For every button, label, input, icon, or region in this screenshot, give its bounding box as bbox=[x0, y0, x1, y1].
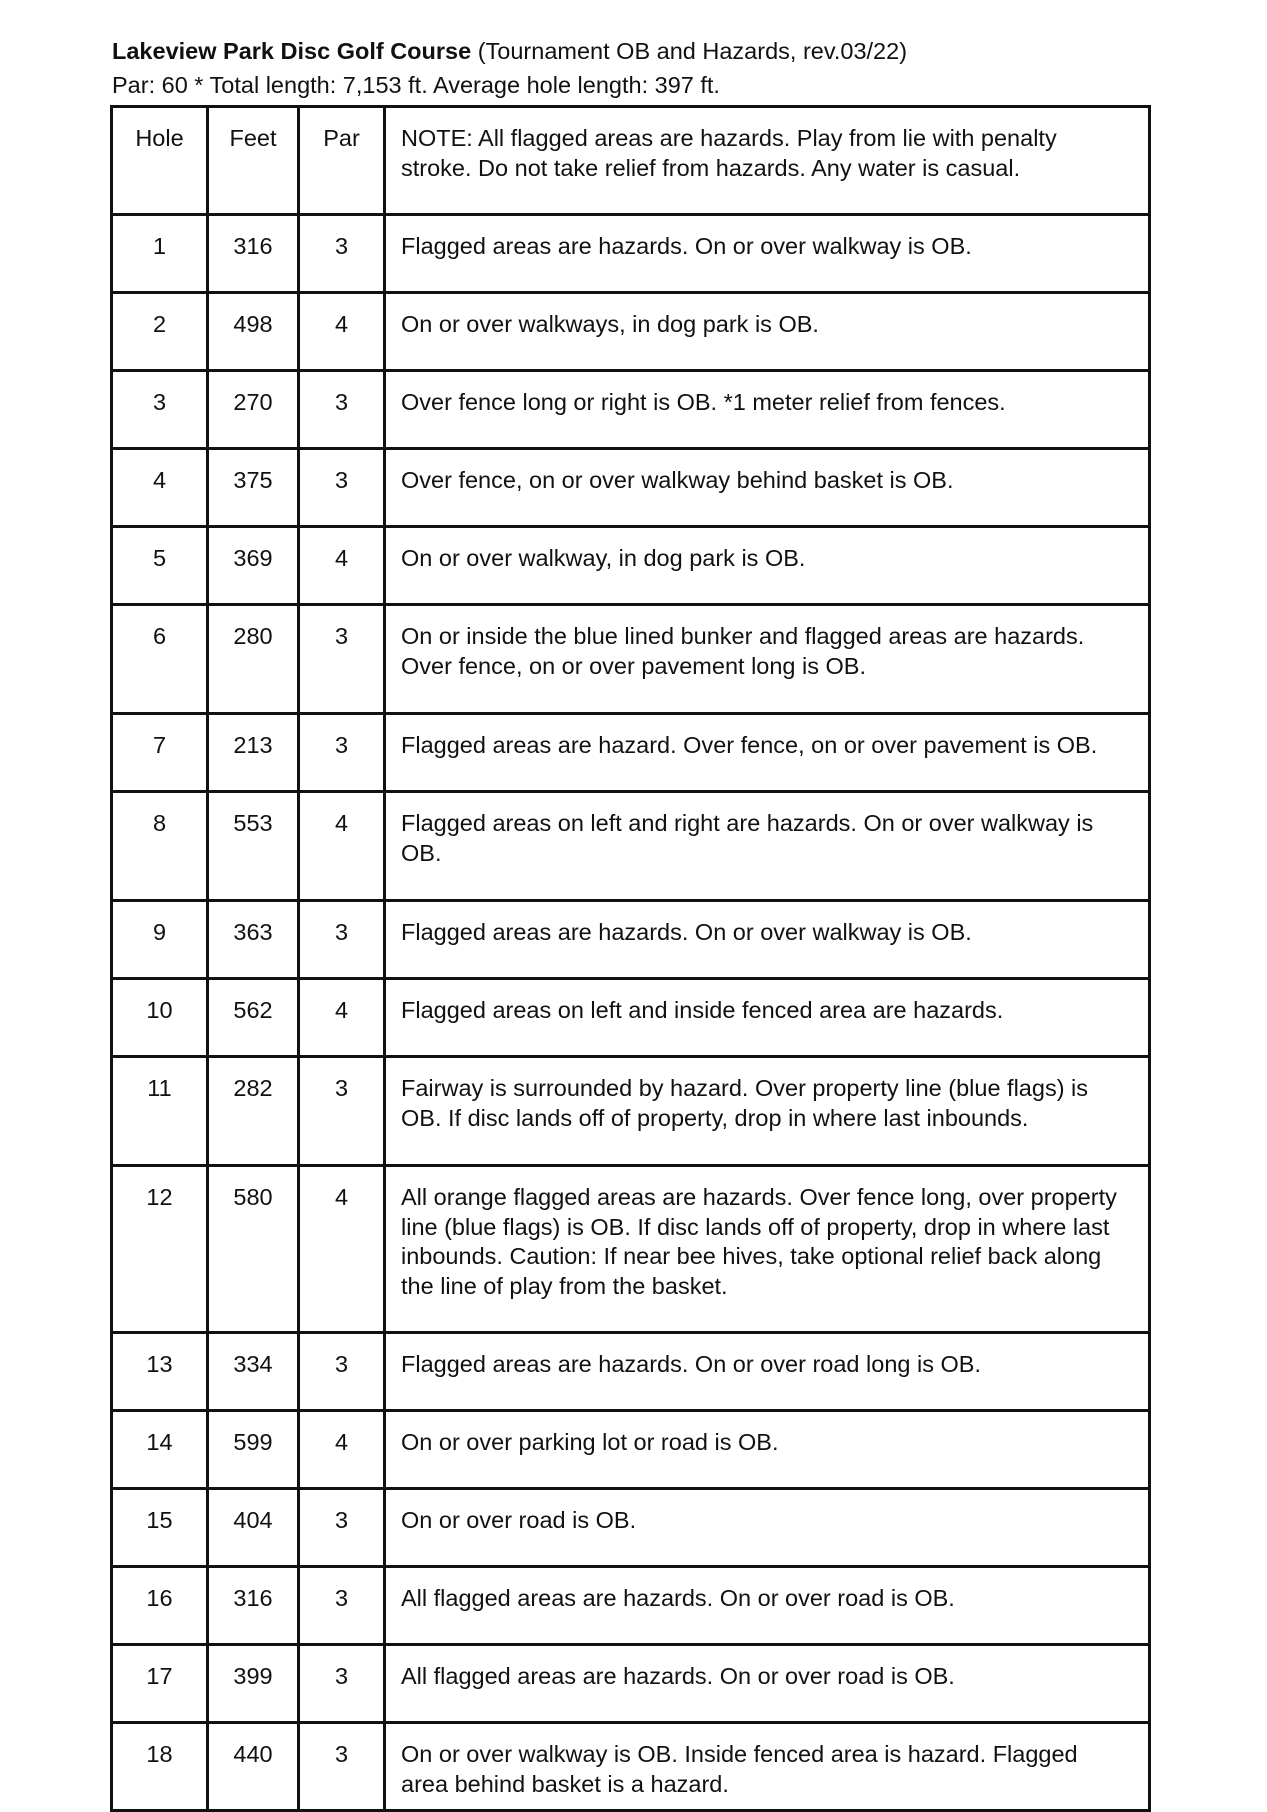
hole-par: 4 bbox=[299, 1411, 385, 1489]
hole-par: 3 bbox=[299, 1567, 385, 1645]
hole-par: 4 bbox=[299, 1166, 385, 1333]
hole-par: 3 bbox=[299, 901, 385, 979]
hole-number: 12 bbox=[112, 1166, 208, 1333]
table-row bbox=[112, 1645, 1150, 1723]
hole-par: 3 bbox=[299, 215, 385, 293]
table-row bbox=[112, 293, 1150, 371]
hole-par: 3 bbox=[299, 371, 385, 449]
hole-note: Flagged areas on left and inside fenced area are hazards. bbox=[385, 979, 1150, 1057]
hole-par: 3 bbox=[299, 1723, 385, 1811]
hole-feet: 270 bbox=[208, 371, 299, 449]
hole-par: 4 bbox=[299, 979, 385, 1057]
hole-feet: 375 bbox=[208, 449, 299, 527]
hole-par: 4 bbox=[299, 792, 385, 901]
column-header-par: Par bbox=[299, 107, 385, 215]
table-row bbox=[112, 215, 1150, 293]
table-row bbox=[112, 449, 1150, 527]
hole-number: 16 bbox=[112, 1567, 208, 1645]
hole-number: 18 bbox=[112, 1723, 208, 1811]
hole-note: Flagged areas on left and right are hazards. On or over walkway is OB. bbox=[385, 792, 1150, 901]
hole-note: Over fence long or right is OB. *1 meter relief from fences. bbox=[385, 371, 1150, 449]
hole-par: 3 bbox=[299, 1057, 385, 1166]
hole-par: 3 bbox=[299, 1489, 385, 1567]
title-subtitle: (Tournament OB and Hazards, rev.03/22) bbox=[471, 38, 908, 64]
hole-feet: 599 bbox=[208, 1411, 299, 1489]
table-row bbox=[112, 605, 1150, 714]
hole-feet: 363 bbox=[208, 901, 299, 979]
hole-note: On or over walkway is OB. Inside fenced area is hazard. Flagged area behind basket is a hazard. bbox=[385, 1723, 1150, 1811]
hole-number: 15 bbox=[112, 1489, 208, 1567]
hole-number: 11 bbox=[112, 1057, 208, 1166]
hole-feet: 280 bbox=[208, 605, 299, 714]
table-row bbox=[112, 979, 1150, 1057]
hole-note: Flagged areas are hazards. On or over walkway is OB. bbox=[385, 901, 1150, 979]
table-row bbox=[112, 1057, 1150, 1166]
hole-number: 13 bbox=[112, 1333, 208, 1411]
hole-par: 3 bbox=[299, 714, 385, 792]
hole-note: On or over parking lot or road is OB. bbox=[385, 1411, 1150, 1489]
hole-note: On or over walkways, in dog park is OB. bbox=[385, 293, 1150, 371]
table-row bbox=[112, 901, 1150, 979]
hole-number: 7 bbox=[112, 714, 208, 792]
hole-number: 4 bbox=[112, 449, 208, 527]
hole-feet: 316 bbox=[208, 1567, 299, 1645]
hole-feet: 282 bbox=[208, 1057, 299, 1166]
holes-table bbox=[110, 105, 1151, 1812]
table-row bbox=[112, 371, 1150, 449]
hole-feet: 498 bbox=[208, 293, 299, 371]
hole-feet: 213 bbox=[208, 714, 299, 792]
table-row bbox=[112, 1723, 1150, 1811]
hole-note: Flagged areas are hazard. Over fence, on or over pavement is OB. bbox=[385, 714, 1150, 792]
course-summary: Par: 60 * Total length: 7,153 ft. Average hole length: 397 ft. bbox=[112, 72, 720, 98]
hole-par: 3 bbox=[299, 1645, 385, 1723]
table-row bbox=[112, 714, 1150, 792]
column-header-note: NOTE: All flagged areas are hazards. Play from lie with penalty stroke. Do not take relief from hazards. Any water is casual. bbox=[385, 107, 1150, 215]
hole-feet: 316 bbox=[208, 215, 299, 293]
hole-feet: 334 bbox=[208, 1333, 299, 1411]
table-row bbox=[112, 1567, 1150, 1645]
hole-feet: 562 bbox=[208, 979, 299, 1057]
table-row bbox=[112, 1333, 1150, 1411]
hole-note: Flagged areas are hazards. On or over road long is OB. bbox=[385, 1333, 1150, 1411]
column-header-hole: Hole bbox=[112, 107, 208, 215]
hole-number: 5 bbox=[112, 527, 208, 605]
hole-note: Flagged areas are hazards. On or over walkway is OB. bbox=[385, 215, 1150, 293]
hole-par: 4 bbox=[299, 293, 385, 371]
hole-note: All flagged areas are hazards. On or over road is OB. bbox=[385, 1645, 1150, 1723]
hole-note: On or inside the blue lined bunker and flagged areas are hazards. Over fence, on or over pavement long is OB. bbox=[385, 605, 1150, 714]
hole-number: 9 bbox=[112, 901, 208, 979]
hole-note: On or over walkway, in dog park is OB. bbox=[385, 527, 1150, 605]
hole-number: 14 bbox=[112, 1411, 208, 1489]
hole-note: On or over road is OB. bbox=[385, 1489, 1150, 1567]
hole-number: 6 bbox=[112, 605, 208, 714]
hole-par: 3 bbox=[299, 1333, 385, 1411]
hole-par: 4 bbox=[299, 527, 385, 605]
document-header bbox=[112, 34, 1172, 102]
hole-note: All orange flagged areas are hazards. Over fence long, over property line (blue flags) is OB. If disc lands off of property, drop in where last inbounds. Caution: If near bee hives, take optional relief back along the line of play from the basket. bbox=[385, 1166, 1150, 1333]
hole-note: Fairway is surrounded by hazard. Over property line (blue flags) is OB. If disc lands off of property, drop in where last inbounds. bbox=[385, 1057, 1150, 1166]
column-header-feet: Feet bbox=[208, 107, 299, 215]
hole-par: 3 bbox=[299, 605, 385, 714]
hole-feet: 399 bbox=[208, 1645, 299, 1723]
hole-number: 17 bbox=[112, 1645, 208, 1723]
hole-number: 8 bbox=[112, 792, 208, 901]
hole-feet: 580 bbox=[208, 1166, 299, 1333]
table-row bbox=[112, 1411, 1150, 1489]
hole-par: 3 bbox=[299, 449, 385, 527]
hole-number: 10 bbox=[112, 979, 208, 1057]
hole-feet: 553 bbox=[208, 792, 299, 901]
document-title bbox=[112, 34, 1172, 68]
course-name: Lakeview Park Disc Golf Course bbox=[112, 38, 472, 64]
hole-number: 2 bbox=[112, 293, 208, 371]
hole-number: 3 bbox=[112, 371, 208, 449]
hole-feet: 369 bbox=[208, 527, 299, 605]
hole-note: All flagged areas are hazards. On or over road is OB. bbox=[385, 1567, 1150, 1645]
table-row bbox=[112, 1489, 1150, 1567]
table-header-row bbox=[112, 107, 1150, 215]
table-row bbox=[112, 1166, 1150, 1333]
hole-feet: 440 bbox=[208, 1723, 299, 1811]
hole-number: 1 bbox=[112, 215, 208, 293]
table-row bbox=[112, 792, 1150, 901]
hole-note: Over fence, on or over walkway behind basket is OB. bbox=[385, 449, 1150, 527]
hole-feet: 404 bbox=[208, 1489, 299, 1567]
table-row bbox=[112, 527, 1150, 605]
